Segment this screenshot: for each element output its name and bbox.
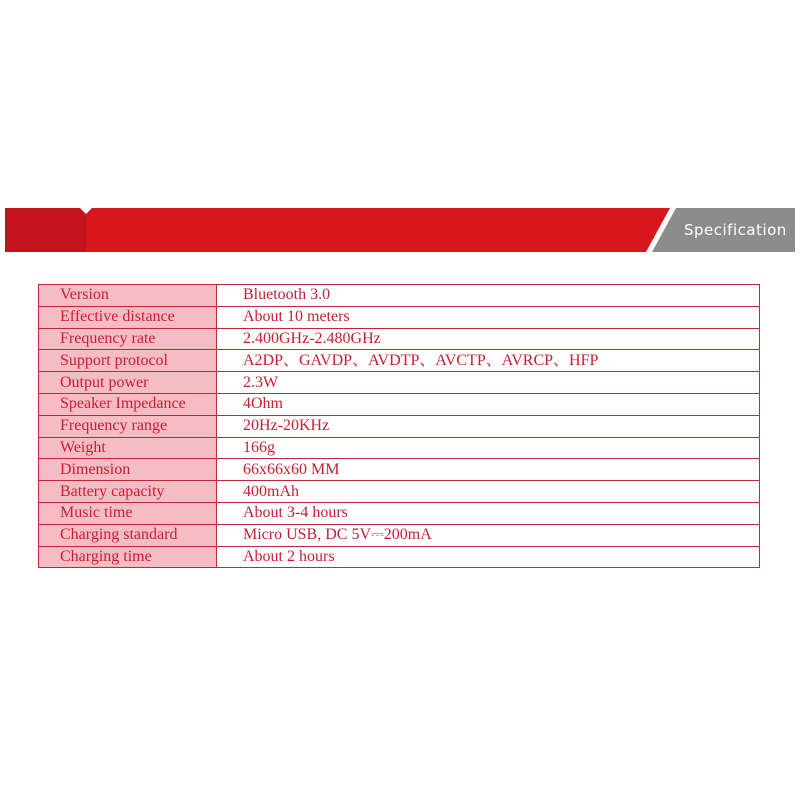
spec-value: Micro USB, DC 5V⎓200mA: [217, 524, 760, 546]
specification-table-body: [39, 285, 760, 568]
spec-label: Charging time: [39, 546, 217, 568]
spec-row: [39, 285, 760, 307]
spec-label: Battery capacity: [39, 481, 217, 503]
spec-value: A2DP、GAVDP、AVDTP、AVCTP、AVRCP、HFP: [217, 350, 760, 372]
banner-title: Specification: [684, 221, 787, 239]
spec-label: Dimension: [39, 459, 217, 481]
spec-label: Weight: [39, 437, 217, 459]
spec-row: [39, 546, 760, 568]
spec-row: [39, 372, 760, 394]
spec-label: Version: [39, 285, 217, 307]
spec-row: [39, 393, 760, 415]
spec-value: 2.400GHz-2.480GHz: [217, 328, 760, 350]
spec-value: 166g: [217, 437, 760, 459]
spec-value: 66x66x60 MM: [217, 459, 760, 481]
spec-value: 400mAh: [217, 481, 760, 503]
spec-value: About 3-4 hours: [217, 502, 760, 524]
spec-value: 20Hz-20KHz: [217, 415, 760, 437]
specification-table: [38, 284, 760, 568]
spec-label: Frequency range: [39, 415, 217, 437]
spec-label: Speaker Impedance: [39, 393, 217, 415]
spec-row: [39, 524, 760, 546]
spec-row: [39, 415, 760, 437]
spec-label: Music time: [39, 502, 217, 524]
spec-value: Bluetooth 3.0: [217, 285, 760, 307]
spec-row: [39, 437, 760, 459]
spec-row: [39, 459, 760, 481]
specification-banner: [0, 208, 800, 252]
spec-value: 4Ohm: [217, 393, 760, 415]
spec-row: [39, 328, 760, 350]
spec-row: [39, 502, 760, 524]
spec-value: About 2 hours: [217, 546, 760, 568]
spec-label: Support protocol: [39, 350, 217, 372]
spec-row: [39, 350, 760, 372]
spec-label: Effective distance: [39, 306, 217, 328]
banner-graphic: [0, 208, 800, 252]
spec-label: Frequency rate: [39, 328, 217, 350]
banner-left-block: [5, 208, 86, 252]
spec-row: [39, 481, 760, 503]
spec-row: [39, 306, 760, 328]
spec-value: 2.3W: [217, 372, 760, 394]
spec-value: About 10 meters: [217, 306, 760, 328]
banner-red-bar: [86, 208, 670, 252]
spec-label: Charging standard: [39, 524, 217, 546]
spec-label: Output power: [39, 372, 217, 394]
